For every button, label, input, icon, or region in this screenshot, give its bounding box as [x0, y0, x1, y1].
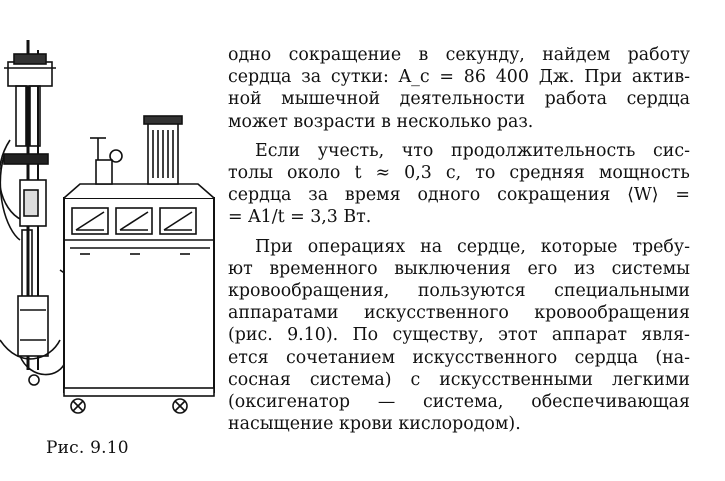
text-line: ют временного выключения его из системы — [228, 258, 690, 279]
text-line: ной мышечной деятельности работа сердца — [228, 89, 690, 110]
text-line: толы около t ≈ 0,3 с, то средняя мощность — [228, 163, 690, 184]
text-line: может возрасти в несколько раз. — [228, 111, 534, 132]
text-line: кровообращения, пользуются специальными — [228, 281, 690, 302]
text-line: ется сочетанием искусственного сердца (на- — [228, 347, 690, 368]
text-line: одно сокращение в секунду, найдем работу — [228, 45, 690, 65]
figure-caption: Рис. 9.10 — [46, 438, 129, 458]
heart-lung-machine-illustration — [0, 40, 220, 430]
text-line-formula-ac: сердца за сутки: A_c = 86 400 Дж. При актив- — [228, 67, 690, 88]
text-line: (оксигенатор — система, обеспечивающая — [228, 392, 690, 413]
paragraph-3 — [228, 236, 690, 436]
text-line: сосная система) с искусственными легкими — [228, 369, 690, 390]
text-line: Если учесть, что продолжительность сис- — [255, 140, 690, 161]
text-line: насыщение крови кислородом). — [228, 414, 521, 435]
text-line: (рис. 9.10). По существу, этот аппарат явля- — [228, 325, 690, 346]
text-line: сердца за время одного сокращения ⟨W⟩ = — [228, 185, 690, 206]
text-line: аппаратами искусственного кровообращения — [228, 303, 690, 324]
paragraph-1 — [228, 44, 690, 133]
heart-lung-machine-figure — [0, 40, 220, 430]
text-line: При операциях на сердце, которые требу- — [255, 236, 690, 257]
body-text — [228, 44, 690, 435]
text-line-formula-power: = A1/t = 3,3 Вт. — [228, 207, 372, 228]
paragraph-2 — [228, 140, 690, 229]
